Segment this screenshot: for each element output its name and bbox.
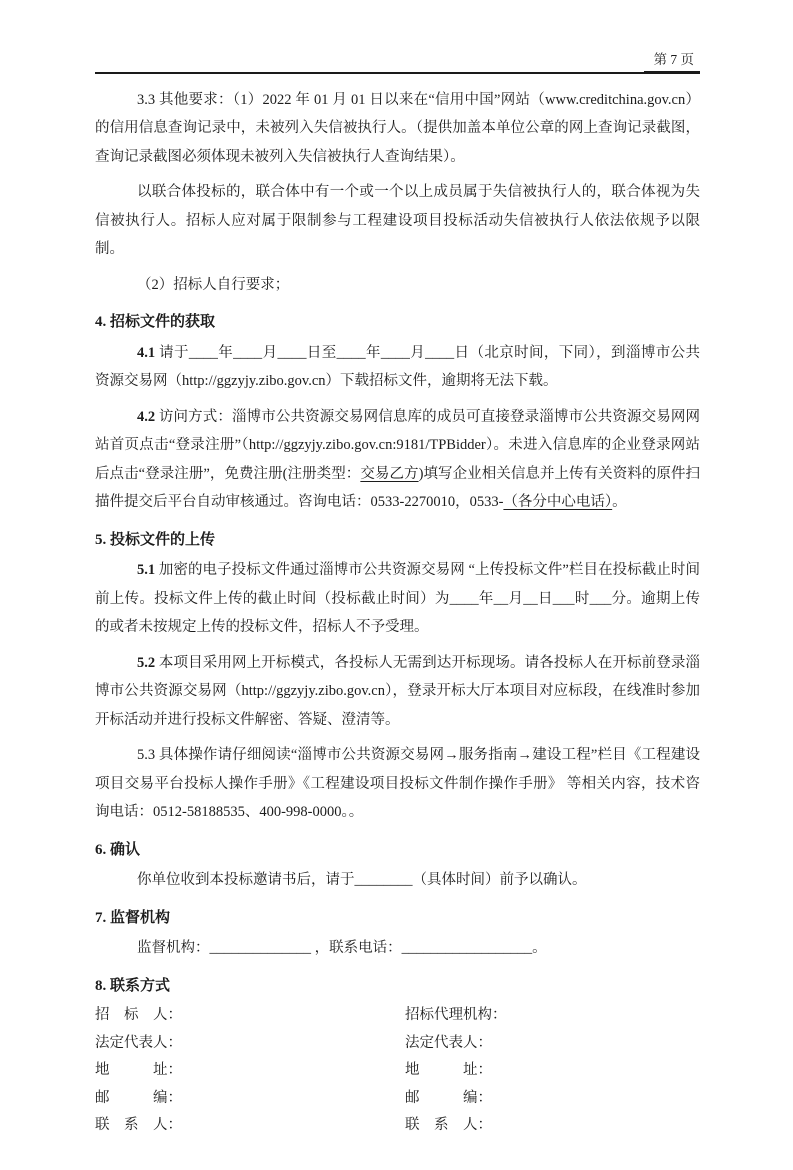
clause-text: 请于____年____月____日至____年____月____日（北京时间，下同），到淄博市公共资源交易网（http://ggzyjy.zibo.gov.cn）下载招标文件，逾期将无法下载。 — [95, 344, 700, 389]
clause-text: 访问方式：淄博市公共资源交易网信息库的成员可直接登录淄博市公共资源交易网网站首页点击“登录注册”（http://ggzyjy.zibo.gov.cn:9181/TPBidder）。未进入信息库的企业登录网站后点击“登录注册”，免费注册(注册类型： — [95, 408, 700, 482]
contact-column-tenderer — [95, 1002, 405, 1140]
contact-label-legal-rep: 法定代表人： — [405, 1034, 492, 1051]
clause-number: 5.2 — [137, 654, 156, 671]
contact-label-tenderer: 招 标 人： — [95, 1007, 182, 1023]
contact-label-contact-person: 联 系 人： — [405, 1117, 492, 1134]
contact-label-legal-rep: 法定代表人： — [95, 1034, 182, 1051]
contact-column-agency — [405, 1002, 700, 1140]
document-body — [95, 86, 700, 1140]
page-number: 第 7 页 — [644, 50, 701, 74]
paragraph-consortium: 以联合体投标的，联合体中有一个或一个以上成员属于失信被执行人的，联合体视为失信被执行人。招标人应对属于限制参与工程建设项目投标活动失信被执行人依法依规予以限制。 — [95, 184, 700, 257]
section-heading-7: 7. 监督机构 — [95, 909, 171, 926]
paragraph-4-1 — [95, 339, 700, 396]
clause-text: 。 — [612, 494, 627, 510]
section-heading-5: 5. 投标文件的上传 — [95, 531, 216, 548]
paragraph-self-requirement: （2）招标人自行要求； — [137, 276, 290, 293]
paragraph-5-1 — [95, 556, 700, 642]
paragraph-supervision: 监督机构：______________ ，联系电话：__________________。 — [137, 940, 547, 956]
clause-text: 加密的电子投标文件通过淄博市公共资源交易网 “上传投标文件”栏目在投标截止时间前上传。投标文件上传的截止时间（投标截止时间）为____年__月__日___时___分。逾期上传的或者未按规定上传的投标文件，招标人不予受理。 — [95, 562, 700, 635]
section-heading-6: 6. 确认 — [95, 841, 141, 858]
contact-label-postcode: 邮 编： — [95, 1089, 182, 1106]
clause-number: 5.1 — [137, 562, 156, 578]
contact-label-address: 地 址： — [405, 1062, 492, 1079]
paragraph-5-3: 5.3 具体操作请仔细阅读“淄博市公共资源交易网→服务指南→建设工程”栏目《工程建设项目交易平台投标人操作手册》《工程建设项目投标文件制作操作手册》 等相关内容，技术咨询电话：0512-58188535、400-998-0000。。 — [95, 747, 700, 820]
contact-columns — [95, 1002, 700, 1140]
underlined-text-branch-phone: （各分中心电话） — [503, 494, 613, 510]
clause-number: 4.1 — [137, 344, 156, 361]
contact-label-contact-person: 联 系 人： — [95, 1117, 182, 1134]
contact-label-address: 地 址： — [95, 1062, 182, 1079]
clause-text: 本项目采用网上开标模式，各投标人无需到达开标现场。请各投标人在开标前登录淄博市公共资源交易网（http://ggzyjy.zibo.gov.cn），登录开标大厅本项目对应标段，在线准时参加开标活动并进行投标文件解密、答疑、澄清等。 — [95, 654, 700, 728]
clause-text: )填写企业相关信息并上传有关资料的原件扫描件提交后平台自动审核通过。咨询电话：0533-2270010，0533- — [95, 465, 701, 510]
underlined-text-registration-type: 交易乙方 — [360, 465, 419, 482]
section-heading-8: 8. 联系方式 — [95, 977, 171, 994]
paragraph-confirmation: 你单位收到本投标邀请书后，请于________（具体时间）前予以确认。 — [137, 872, 587, 888]
paragraph-5-2 — [95, 649, 700, 735]
paragraph-4-2 — [95, 403, 700, 517]
page-header — [95, 50, 700, 74]
clause-number: 4.2 — [137, 408, 156, 425]
paragraph-3-3: 3.3 其他要求：（1）2022 年 01 月 01 日以来在“信用中国”网站（www.creditchina.gov.cn）的信用信息查询记录中，未被列入失信被执行人。（提供加盖本单位公章的网上查询记录截图，查询记录截图必须体现未被列入失信被执行人查询结果）。 — [95, 91, 700, 165]
contact-label-postcode: 邮 编： — [405, 1089, 492, 1106]
contact-label-agency: 招标代理机构： — [405, 1007, 507, 1023]
section-heading-4: 4. 招标文件的获取 — [95, 314, 216, 330]
